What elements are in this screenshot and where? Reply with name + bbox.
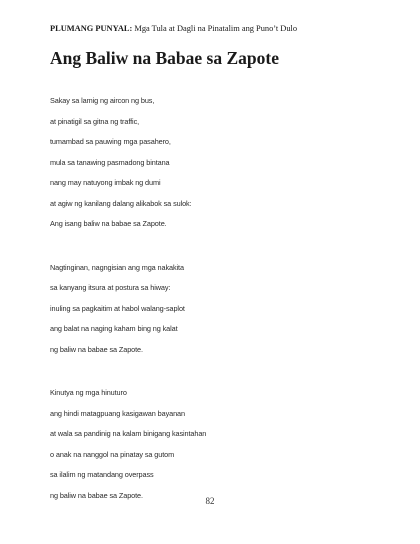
page-number: 82 — [205, 496, 215, 506]
book-title: PLUMANG PUNYAL: — [50, 24, 133, 33]
poem-line: ng baliw na babae sa Zapote. — [50, 490, 143, 500]
poem-line: tumambad sa pauwing mga pasahero, — [50, 137, 171, 146]
poem-line: mula sa tanawing pasmadong bintana — [50, 157, 170, 167]
book-subtitle: Mga Tula at Dagli na Pinatalim ang Puno’t Dulo — [134, 24, 298, 33]
poem-line: o anak na nanggol na pinatay sa gutom — [50, 449, 175, 459]
poem-line: Kinutya ng mga hinuturo — [50, 388, 127, 397]
poem-line: ang hindi matagpuang kasigawan bayanan — [50, 408, 185, 418]
running-header — [50, 24, 297, 33]
poem-line: sa ilalim ng matandang overpass — [50, 470, 154, 479]
poem-title: Ang Baliw na Babae sa Zapote — [50, 48, 279, 68]
poem-line: at wala sa pandinig na kalam binigang kasintahan — [50, 429, 207, 438]
poem-line: at pinatigil sa gitna ng traffic, — [50, 116, 140, 126]
poem-body — [50, 96, 390, 534]
poem-line: ng baliw na babae sa Zapote. — [50, 344, 143, 354]
poem-line: nang may natuyong imbak ng dumi — [50, 178, 161, 187]
stanza-3 — [50, 388, 390, 511]
poem-line: ang balat na naging kaham bing ng kalat — [50, 324, 178, 333]
stanza-1 — [50, 96, 390, 240]
poem-line: Ang isang baliw na babae sa Zapote. — [50, 219, 167, 228]
poem-line: at agiw ng kanilang dalang alikabok sa sulok: — [50, 198, 192, 208]
poem-line: sa kanyang itsura at postura sa hiway: — [50, 283, 171, 292]
poem-line: Sakay sa lamig ng aircon ng bus, — [50, 96, 155, 105]
stanza-2 — [50, 263, 390, 366]
poem-line: Nagtinginan, nagngisian ang mga nakakita — [50, 262, 184, 272]
poem-line: inuling sa pagkaitim at habol walang-saplot — [50, 303, 185, 313]
